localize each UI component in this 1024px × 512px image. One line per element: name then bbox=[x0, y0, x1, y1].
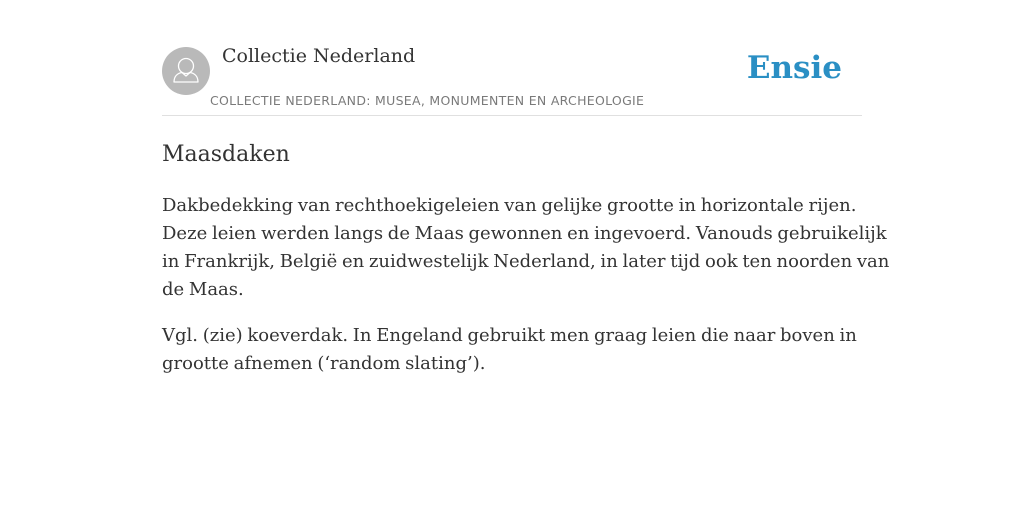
author-name[interactable]: Collectie Nederland bbox=[222, 45, 416, 67]
entry-title: Maasdaken bbox=[162, 142, 290, 167]
paragraph-line: in Frankrijk, België en zuidwestelijk Nederland, in later tijd ook ten noorden van bbox=[162, 251, 890, 272]
paragraph-line: grootte afnemen (‘random slating’). bbox=[162, 353, 486, 374]
entry-paragraph bbox=[162, 322, 862, 378]
entry-header bbox=[162, 0, 862, 116]
paragraph-line: Dakbedekking van rechthoekigeleien van gelijke grootte in horizontale rijen. bbox=[162, 195, 857, 216]
paragraph-line: Deze leien werden langs de Maas gewonnen en ingevoerd. Vanouds gebruikelijk bbox=[162, 223, 887, 244]
entry-paragraph bbox=[162, 192, 890, 304]
user-silhouette-icon bbox=[162, 47, 210, 95]
author-avatar[interactable] bbox=[162, 47, 210, 95]
ensie-logo-link[interactable]: Ensie bbox=[746, 50, 842, 86]
paragraph-line: Vgl. (zie) koeverdak. In Engeland gebruikt men graag leien die naar boven in bbox=[162, 325, 857, 346]
paragraph-line: de Maas. bbox=[162, 279, 244, 300]
source-collection-label[interactable]: COLLECTIE NEDERLAND: MUSEA, MONUMENTEN EN ARCHEOLOGIE bbox=[210, 93, 645, 108]
entry-card bbox=[162, 0, 890, 378]
